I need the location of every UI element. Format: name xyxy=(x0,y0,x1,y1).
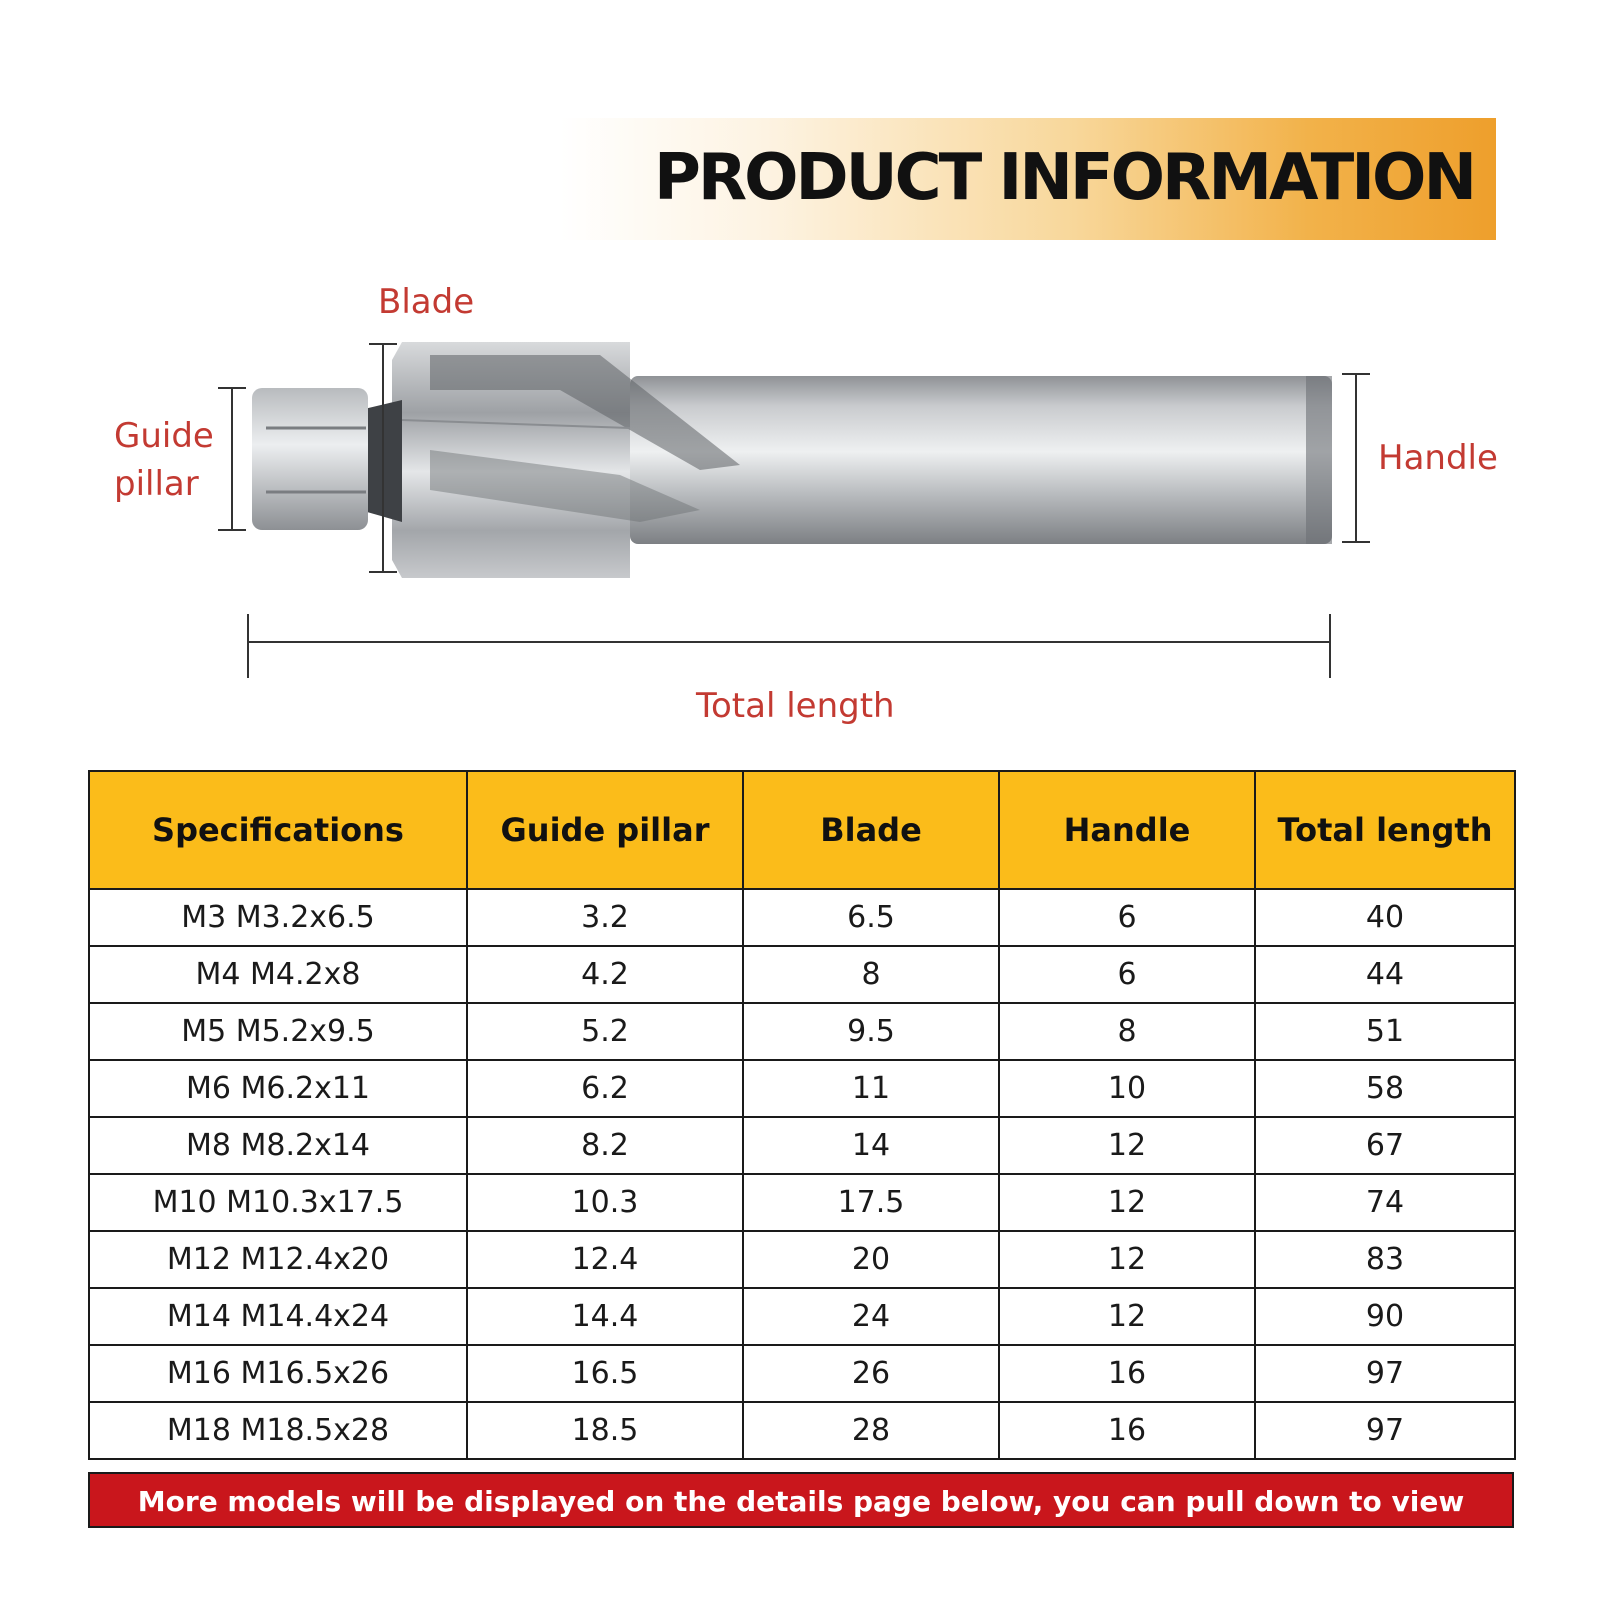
table-cell: 6 xyxy=(999,889,1255,946)
table-cell: 51 xyxy=(1255,1003,1515,1060)
total-length-label: Total length xyxy=(696,686,895,726)
table-cell: 6.2 xyxy=(467,1060,743,1117)
table-row xyxy=(89,889,1515,946)
guide-pillar-body xyxy=(252,388,368,530)
table-cell: 6 xyxy=(999,946,1255,1003)
table-cell: 83 xyxy=(1255,1231,1515,1288)
table-cell: M3 M3.2x6.5 xyxy=(89,889,467,946)
table-cell: 40 xyxy=(1255,889,1515,946)
handle-shank xyxy=(630,376,1332,544)
table-row xyxy=(89,1174,1515,1231)
header-handle: Handle xyxy=(999,771,1255,889)
table-cell: M5 M5.2x9.5 xyxy=(89,1003,467,1060)
table-cell: 44 xyxy=(1255,946,1515,1003)
table-cell: 8.2 xyxy=(467,1117,743,1174)
table-row xyxy=(89,1231,1515,1288)
table-cell: 17.5 xyxy=(743,1174,999,1231)
table-cell: M6 M6.2x11 xyxy=(89,1060,467,1117)
table-cell: 14.4 xyxy=(467,1288,743,1345)
table-cell: M16 M16.5x26 xyxy=(89,1345,467,1402)
table-cell: 67 xyxy=(1255,1117,1515,1174)
table-cell: M10 M10.3x17.5 xyxy=(89,1174,467,1231)
header-specifications: Specifications xyxy=(89,771,467,889)
table-cell: 18.5 xyxy=(467,1402,743,1459)
table-cell: 24 xyxy=(743,1288,999,1345)
table-row xyxy=(89,1060,1515,1117)
table-cell: 26 xyxy=(743,1345,999,1402)
handle-label: Handle xyxy=(1378,438,1498,478)
table-cell: 3.2 xyxy=(467,889,743,946)
table-cell: M4 M4.2x8 xyxy=(89,946,467,1003)
header-blade: Blade xyxy=(743,771,999,889)
guide-pillar-label-line1: Guide xyxy=(114,416,214,456)
tool-diagram xyxy=(0,260,1600,740)
table-cell: 97 xyxy=(1255,1402,1515,1459)
table-row xyxy=(89,1003,1515,1060)
spec-table xyxy=(88,770,1516,1460)
table-header-row xyxy=(89,771,1515,889)
table-cell: M8 M8.2x14 xyxy=(89,1117,467,1174)
table-row xyxy=(89,946,1515,1003)
more-models-notice: More models will be displayed on the details page below, you can pull down to view xyxy=(88,1472,1514,1528)
table-cell: 9.5 xyxy=(743,1003,999,1060)
table-cell: 12 xyxy=(999,1174,1255,1231)
table-row xyxy=(89,1402,1515,1459)
table-cell: 6.5 xyxy=(743,889,999,946)
page-title: PRODUCT INFORMATION xyxy=(653,141,1474,215)
table-cell: 16 xyxy=(999,1402,1255,1459)
table-row xyxy=(89,1288,1515,1345)
title-banner xyxy=(560,118,1496,240)
table-row xyxy=(89,1117,1515,1174)
header-guide-pillar: Guide pillar xyxy=(467,771,743,889)
table-cell: 8 xyxy=(999,1003,1255,1060)
counterbore-tool-illustration xyxy=(0,260,1600,740)
header-total-length: Total length xyxy=(1255,771,1515,889)
table-cell: 8 xyxy=(743,946,999,1003)
table-cell: 28 xyxy=(743,1402,999,1459)
table-cell: 16 xyxy=(999,1345,1255,1402)
table-cell: M18 M18.5x28 xyxy=(89,1402,467,1459)
guide-pillar-label-line2: pillar xyxy=(114,464,199,504)
table-cell: 14 xyxy=(743,1117,999,1174)
table-cell: 16.5 xyxy=(467,1345,743,1402)
table-row xyxy=(89,1345,1515,1402)
table-cell: 12 xyxy=(999,1288,1255,1345)
table-cell: 97 xyxy=(1255,1345,1515,1402)
table-cell: 74 xyxy=(1255,1174,1515,1231)
table-cell: 12 xyxy=(999,1231,1255,1288)
table-cell: 11 xyxy=(743,1060,999,1117)
table-cell: 10.3 xyxy=(467,1174,743,1231)
table-cell: 20 xyxy=(743,1231,999,1288)
table-cell: 4.2 xyxy=(467,946,743,1003)
table-cell: 5.2 xyxy=(467,1003,743,1060)
blade-label: Blade xyxy=(378,282,475,322)
shank-end xyxy=(1306,376,1332,544)
table-cell: 58 xyxy=(1255,1060,1515,1117)
table-cell: 90 xyxy=(1255,1288,1515,1345)
table-cell: 12 xyxy=(999,1117,1255,1174)
table-cell: 12.4 xyxy=(467,1231,743,1288)
table-cell: M14 M14.4x24 xyxy=(89,1288,467,1345)
table-cell: M12 M12.4x20 xyxy=(89,1231,467,1288)
table-cell: 10 xyxy=(999,1060,1255,1117)
